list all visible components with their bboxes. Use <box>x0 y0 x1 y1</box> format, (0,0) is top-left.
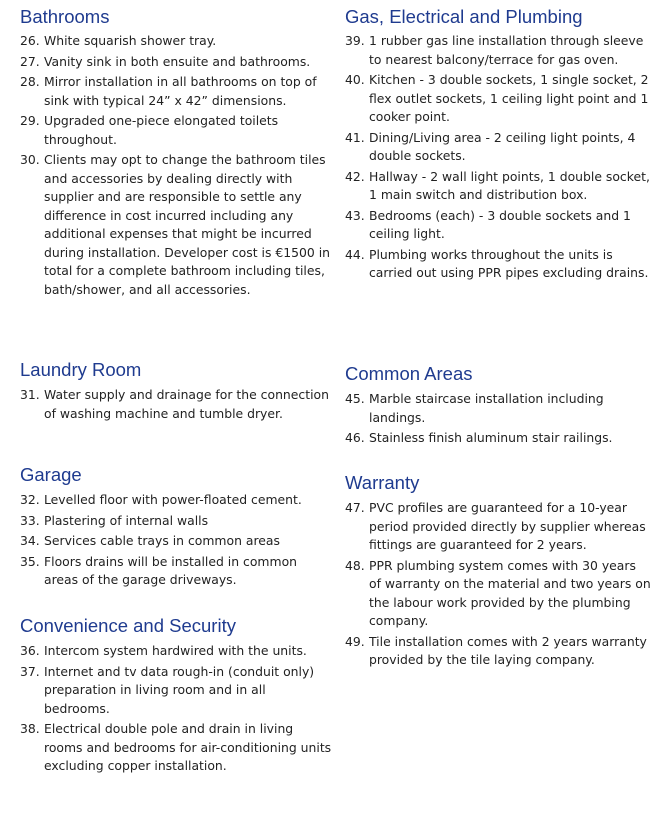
item-text: Internet and tv data rough-in (conduit only) preparation in living room and in all bedrooms. <box>44 663 315 716</box>
list-item <box>345 429 651 448</box>
list-item <box>20 73 332 110</box>
item-text: Tile installation comes with 2 years warranty provided by the tile laying company. <box>369 633 647 667</box>
item-number: 29. <box>20 113 40 128</box>
section-bathrooms <box>20 6 332 301</box>
item-text: White squarish shower tray. <box>44 33 217 48</box>
list-item <box>345 168 651 205</box>
item-text: Services cable trays in common areas <box>44 533 280 548</box>
list-item <box>20 32 332 51</box>
item-number: 39. <box>345 33 365 48</box>
list-item <box>20 491 332 510</box>
section-garage <box>20 464 332 592</box>
item-list <box>345 499 651 670</box>
item-text: PPR plumbing system comes with 30 years of warranty on the material and two years on the labour work provided by the plumbing company. <box>369 557 651 628</box>
item-text: Dining/Living area - 2 ceiling light points, 4 double sockets. <box>369 129 636 163</box>
section-heading: Common Areas <box>345 363 473 384</box>
item-number: 33. <box>20 512 40 528</box>
item-text: Plastering of internal walls <box>44 512 209 528</box>
section-heading: Convenience and Security <box>20 615 236 636</box>
list-item <box>345 32 651 69</box>
section-common-areas <box>345 363 651 450</box>
item-number: 42. <box>345 168 365 184</box>
item-text: PVC profiles are guaranteed for a 10-year period provided directly by supplier whereas fittings are guaranteed for 2 years. <box>369 500 646 552</box>
item-text: Mirror installation in all bathrooms on top of sink with typical 24” x 42” dimensions. <box>44 74 317 108</box>
item-text: Electrical double pole and drain in living rooms and bedrooms for air-conditioning units excluding copper installation. <box>44 721 332 773</box>
item-number: 49. <box>345 633 365 649</box>
item-number: 48. <box>345 557 365 573</box>
section-heading: Warranty <box>345 472 420 493</box>
item-text: Kitchen - 3 double sockets, 1 single socket, 2 flex outlet sockets, 1 ceiling light point and 1 cooker point. <box>369 72 649 124</box>
list-item <box>345 633 651 670</box>
item-number: 38. <box>20 721 40 736</box>
item-number: 44. <box>345 246 365 262</box>
item-number: 43. <box>345 207 365 223</box>
list-item <box>345 71 651 127</box>
item-number: 35. <box>20 553 40 569</box>
item-number: 36. <box>20 643 40 658</box>
item-text: Marble staircase installation including landings. <box>369 391 604 425</box>
item-text: Levelled floor with power-floated cement. <box>44 492 302 507</box>
list-item <box>20 663 332 719</box>
item-list <box>20 491 332 590</box>
item-list <box>20 32 332 299</box>
item-number: 37. <box>20 663 40 679</box>
list-item <box>345 207 651 244</box>
section-laundry-room <box>20 359 332 425</box>
item-number: 45. <box>345 391 365 406</box>
item-number: 31. <box>20 387 40 402</box>
list-item <box>20 386 332 423</box>
section-heading: Gas, Electrical and Plumbing <box>345 6 583 27</box>
section-warranty <box>345 472 651 672</box>
item-number: 40. <box>345 72 365 87</box>
list-item <box>20 642 332 661</box>
section-convenience-and-security <box>20 615 332 778</box>
item-list <box>345 32 651 283</box>
item-text: Stainless finish aluminum stair railings. <box>369 430 613 445</box>
item-text: Clients may opt to change the bathroom tiles and accessories by dealing directly with supplier and are responsible to settle any difference in cost incurred including any additional expenses that might be incurred during installation. Developer cost is €1500 in total for a complete bathroom including tiles, bath/shower, and all accessories. <box>44 152 331 297</box>
item-text: Hallway - 2 wall light points, 1 double socket, 1 main switch and distribution box. <box>369 168 650 202</box>
section-gas-electrical-and-plumbing <box>345 6 651 285</box>
item-number: 41. <box>345 129 365 145</box>
item-text: Bedrooms (each) - 3 double sockets and 1 ceiling light. <box>369 207 631 241</box>
item-text: Plumbing works throughout the units is carried out using PPR pipes excluding drains. <box>369 246 649 280</box>
item-list <box>20 386 332 423</box>
item-text: 1 rubber gas line installation through sleeve to nearest balcony/terrace for gas oven. <box>369 33 644 67</box>
section-heading: Laundry Room <box>20 359 142 380</box>
list-item <box>20 53 332 72</box>
list-item <box>345 129 651 166</box>
list-item <box>20 553 332 590</box>
item-number: 47. <box>345 500 365 515</box>
item-text: Intercom system hardwired with the units. <box>44 643 307 658</box>
list-item <box>345 557 651 631</box>
item-number: 26. <box>20 33 40 48</box>
list-item <box>20 532 332 551</box>
section-heading: Bathrooms <box>20 6 110 27</box>
item-text: Upgraded one-piece elongated toilets throughout. <box>44 113 279 147</box>
item-text: Vanity sink in both ensuite and bathrooms. <box>44 53 311 69</box>
item-number: 32. <box>20 492 40 507</box>
item-text: Floors drains will be installed in common areas of the garage driveways. <box>44 553 298 587</box>
item-number: 46. <box>345 430 365 445</box>
item-list <box>20 642 332 776</box>
item-text: Water supply and drainage for the connection of washing machine and tumble dryer. <box>44 387 329 421</box>
list-item <box>345 246 651 283</box>
list-item <box>345 390 651 427</box>
item-number: 34. <box>20 533 40 548</box>
item-number: 28. <box>20 74 40 89</box>
list-item <box>20 720 332 776</box>
list-item <box>20 112 332 149</box>
section-heading: Garage <box>20 464 82 485</box>
item-number: 30. <box>20 152 40 167</box>
list-item <box>20 512 332 531</box>
list-item <box>345 499 651 555</box>
item-number: 27. <box>20 53 40 69</box>
item-list <box>345 390 651 448</box>
list-item <box>20 151 332 299</box>
